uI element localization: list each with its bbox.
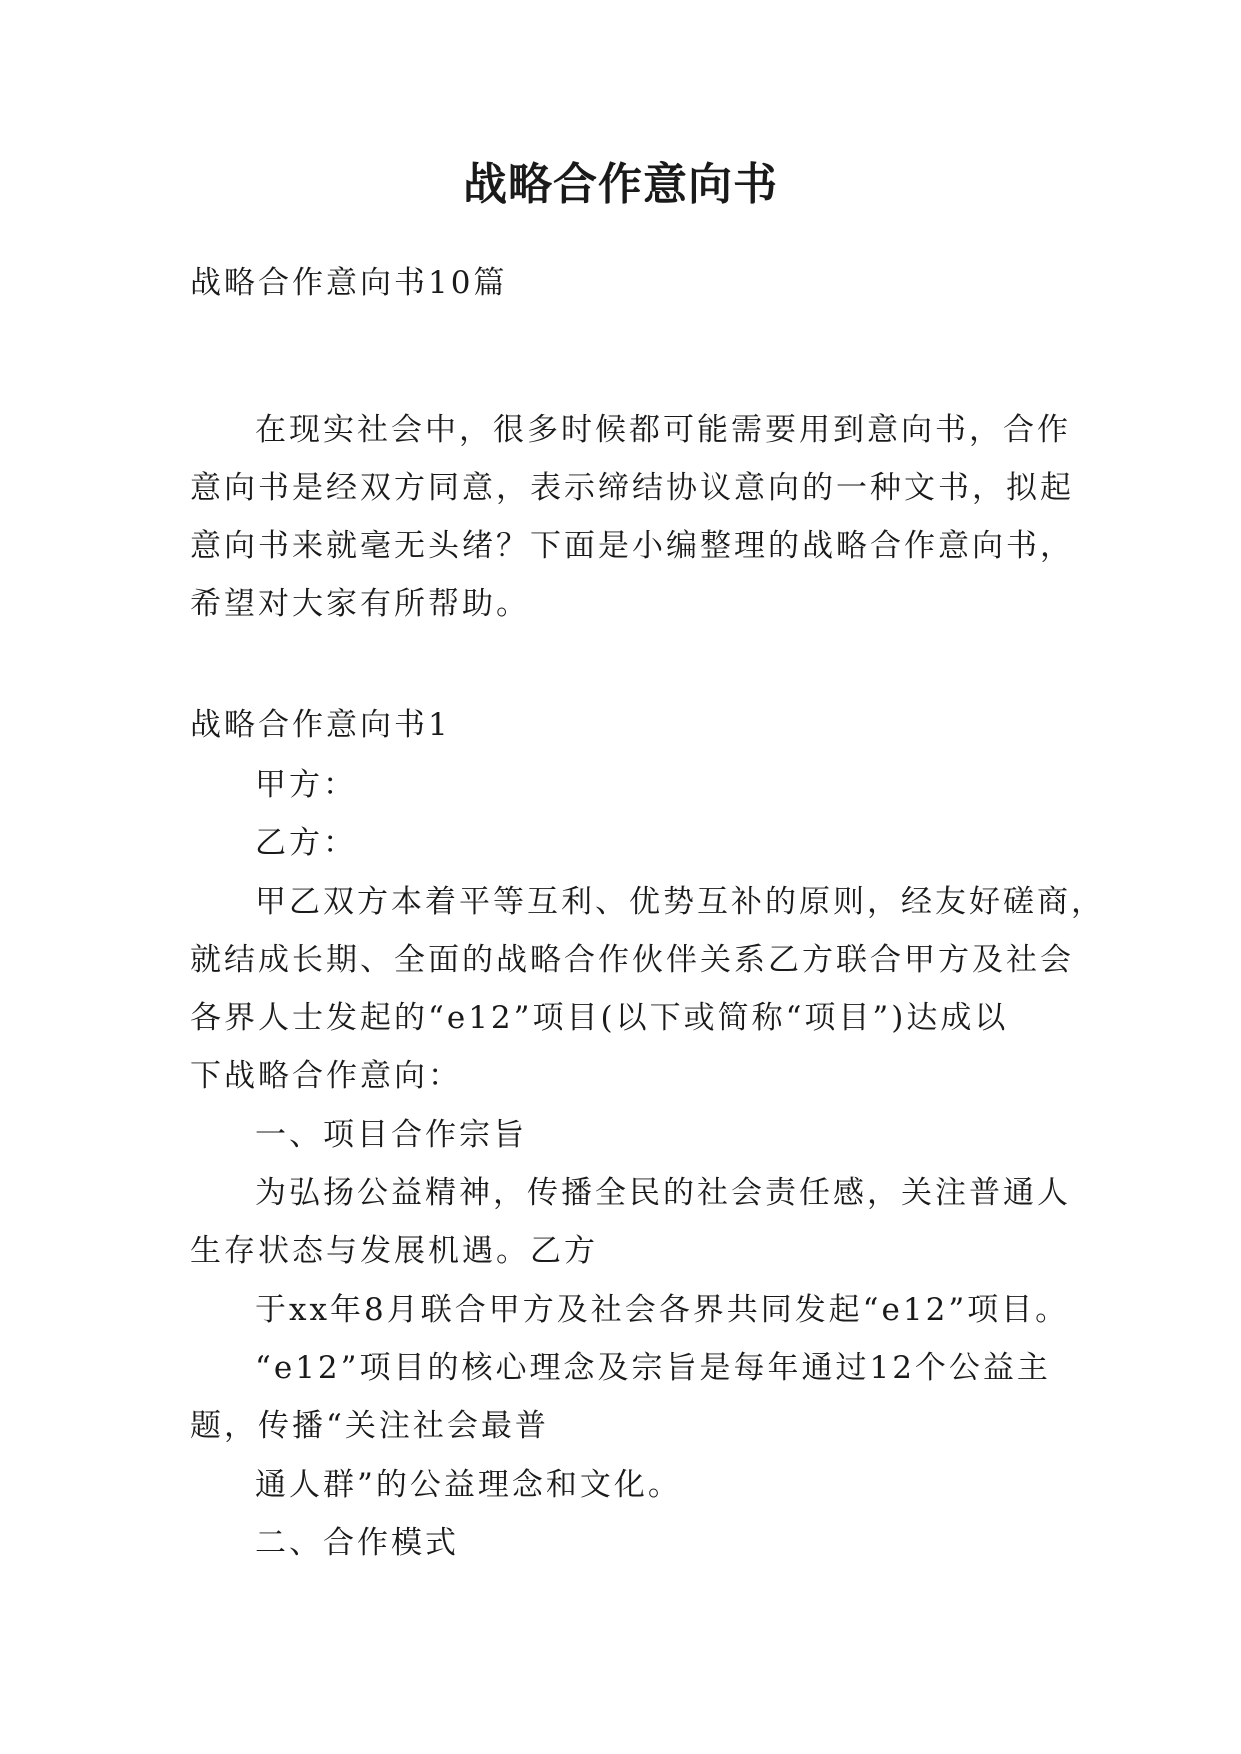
item-1-heading: 一、项目合作宗旨 [255,1117,527,1153]
paragraph-2-line-2: 生存状态与发展机遇。乙方 [190,1233,598,1269]
paragraph-4-line-2: 题，传播“关注社会最普 [190,1408,549,1444]
paragraph-3: 于xx年8月联合甲方及社会各界共同发起“e12”项目。 [255,1292,1070,1328]
document-subtitle: 战略合作意向书10篇 [190,265,508,301]
paragraph-1-line-1: 甲乙双方本着平等互利、优势互补的原则，经友好磋商， [255,884,1105,920]
paragraph-4-line-1: “e12”项目的核心理念及宗旨是每年通过12个公益主 [255,1350,1051,1386]
paragraph-5: 通人群”的公益理念和文化。 [255,1467,682,1503]
paragraph-1-line-3: 各界人士发起的“e12”项目(以下或简称“项目”)达成以 [190,1000,1009,1036]
party-b-label: 乙方： [255,825,357,861]
intro-line-3: 意向书来就毫无头绪？下面是小编整理的战略合作意向书， [190,528,1074,564]
paragraph-2-line-1: 为弘扬公益精神，传播全民的社会责任感，关注普通人 [255,1175,1071,1211]
item-2-heading: 二、合作模式 [255,1525,459,1561]
party-a-label: 甲方： [255,767,357,803]
intro-line-4: 希望对大家有所帮助。 [190,586,530,622]
intro-line-1: 在现实社会中，很多时候都可能需要用到意向书，合作 [255,412,1071,448]
intro-line-2: 意向书是经双方同意，表示缔结协议意向的一种文书，拟起 [190,470,1074,506]
section-heading: 战略合作意向书1 [190,707,451,743]
paragraph-1-line-4: 下战略合作意向： [190,1058,462,1094]
paragraph-1-line-2: 就结成长期、全面的战略合作伙伴关系乙方联合甲方及社会 [190,942,1074,978]
document-title: 战略合作意向书 [463,159,778,210]
